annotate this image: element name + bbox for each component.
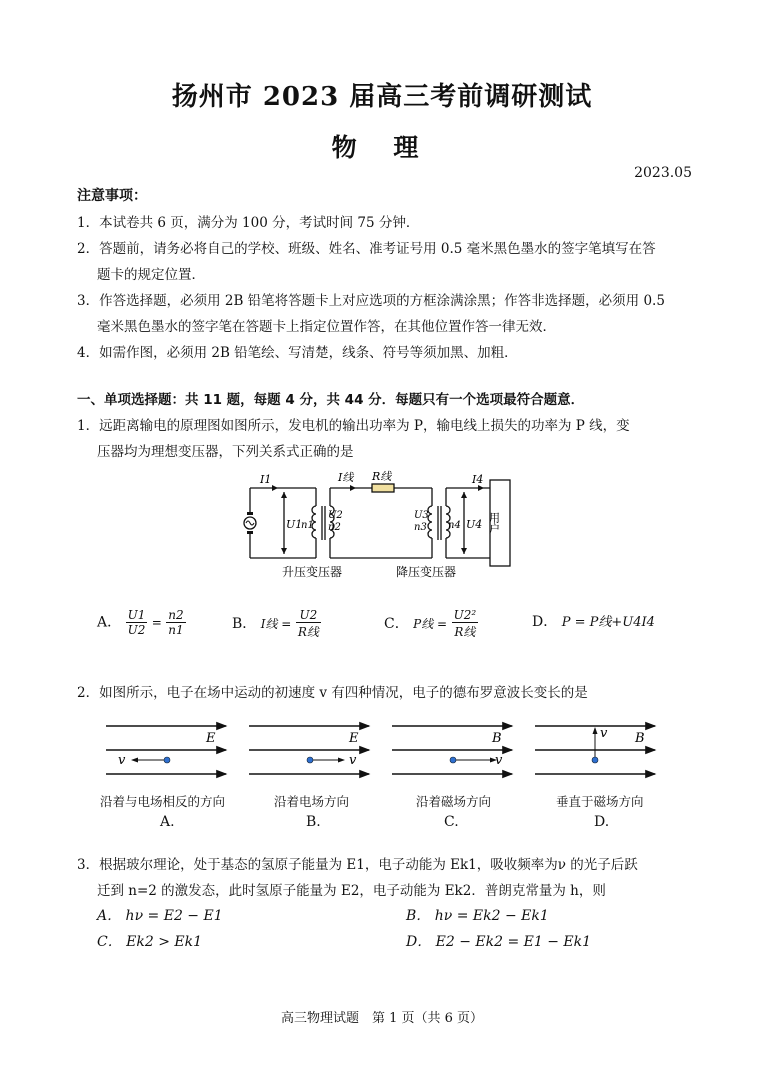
q2-caption-d: 垂直于磁场方向 — [556, 794, 644, 809]
label-I4: I4 — [472, 473, 484, 486]
q1-option-d[interactable] — [532, 611, 655, 631]
generator-icon — [244, 512, 256, 534]
notice-item-2-cont: 题卡的规定位置． — [97, 267, 205, 283]
q1-b-den: R线 — [297, 625, 319, 639]
label-user: 用户 — [487, 512, 501, 534]
label-Iline: I线 — [338, 471, 354, 484]
q2-option-c[interactable]: C. — [444, 814, 459, 830]
q3-option-d[interactable]: D． E2 − Ek2 = E1 − Ek1 — [406, 934, 592, 950]
q3-stem-line2: 迁到 n=2 的激发态，此时氢原子能量为 E2，电子动能为 Ek2．普朗克常量为 h，则 — [97, 883, 606, 899]
q1-circuit-diagram — [238, 468, 528, 586]
electron-d — [592, 757, 598, 763]
label-n4: n4 — [448, 520, 461, 531]
panel-d-v: v — [600, 726, 608, 741]
electron-c — [450, 757, 456, 763]
label-U2: U2 — [328, 510, 343, 521]
q2-field-diagrams — [100, 716, 680, 788]
q2-caption-b: 沿着电场方向 — [274, 794, 350, 809]
section-1-heading: 一、单项选择题：共 11 题，每题 4 分，共 44 分．每题只有一个选项最符合题意． — [77, 392, 585, 408]
q3-option-b[interactable]: B． hν = Ek2 − Ek1 — [406, 908, 549, 924]
label-n2: n2 — [328, 522, 341, 533]
q1-a-num-right: n2 — [168, 608, 184, 622]
q1-b-left: I线 = — [260, 617, 292, 631]
label-n1: n1 — [301, 520, 314, 531]
page-footer: 高三物理试题 第 1 页（共 6 页） — [280, 1011, 484, 1026]
panel-b-v: v — [349, 753, 357, 768]
q2-stem: 2．如图所示，电子在场中运动的初速度 v 有四种情况，电子的德布罗意波长变长的是 — [77, 685, 588, 701]
q2-caption-c: 沿着磁场方向 — [416, 794, 492, 809]
label-Rline: R线 — [372, 470, 392, 483]
panel-a-v: v — [118, 753, 126, 768]
panel-c-v: v — [495, 753, 503, 768]
notice-item-3-cont: 毫米黑色墨水的签字笔在答题卡上指定位置作答，在其他位置作答一律无效． — [97, 319, 556, 335]
q1-option-c[interactable] — [384, 608, 478, 640]
q2-option-b[interactable]: B. — [306, 814, 321, 830]
q1-option-b[interactable] — [232, 608, 321, 640]
label-n3: n3 — [414, 522, 427, 533]
panel-a-field: E — [206, 731, 216, 746]
electron-a — [164, 757, 170, 763]
label-step-down: 降压变压器 — [396, 565, 457, 579]
exam-title: 扬州市 2023 届高三考前调研测试 — [171, 82, 593, 112]
label-I1: I1 — [260, 473, 272, 486]
label-U4: U4 — [466, 518, 483, 531]
q1-stem-line1: 1．远距离输电的原理图如图所示，发电机的输出功率为 P，输电线上损失的功率为 P 线，变 — [77, 418, 630, 434]
q2-caption-a: 沿着与电场相反的方向 — [100, 794, 226, 809]
q2-option-a[interactable]: A. — [160, 814, 175, 830]
label-U3: U3 — [414, 510, 429, 521]
q1-a-den-right: n1 — [168, 623, 184, 637]
notice-item-1: 1．本试卷共 6 页，满分为 100 分，考试时间 75 分钟． — [77, 215, 420, 231]
q3-option-a[interactable]: A． hν = E2 − E1 — [97, 908, 223, 924]
q3-option-c[interactable]: C． Ek2 > Ek1 — [97, 934, 203, 950]
q1-option-d-label: D． — [532, 614, 558, 630]
q1-stem-line2: 压器均为理想变压器，下列关系式正确的是 — [97, 444, 354, 460]
q1-a-num-left: U1 — [127, 608, 146, 622]
exam-date: 2023.05 — [634, 165, 692, 181]
q1-a-den-left: U2 — [127, 623, 146, 637]
label-U1: U1 — [286, 518, 303, 531]
notice-heading: 注意事项： — [77, 188, 147, 204]
panel-d-field: B — [635, 731, 645, 746]
q1-option-a-label: A． — [97, 614, 122, 631]
notice-item-3: 3．作答选择题，必须用 2B 铅笔将答题卡上对应选项的方框涂满涂黑；作答非选择题，必须用 0.5 — [77, 293, 665, 309]
q1-d-text: P = P线+U4I4 — [561, 615, 655, 630]
panel-c-field: B — [492, 731, 502, 746]
q1-option-b-label: B． — [232, 616, 257, 632]
electron-b — [307, 757, 313, 763]
panel-b-field: E — [349, 731, 359, 746]
subject-title: 物 理 — [331, 133, 433, 162]
q1-option-c-label: C． — [384, 616, 409, 632]
q1-c-num: U2² — [453, 608, 477, 622]
notice-item-2: 2．答题前，请务必将自己的学校、班级、姓名、准考证号用 0.5 毫米黑色墨水的签字笔填写在答 — [77, 241, 656, 257]
notice-item-4: 4．如需作图，必须用 2B 铅笔绘、写清楚，线条、符号等须加黑、加粗． — [77, 345, 518, 361]
q3-stem-line1: 3．根据玻尔理论，处于基态的氢原子能量为 E1，电子动能为 Ek1，吸收频率为ν 的光子后跃 — [77, 857, 638, 873]
q1-b-num: U2 — [296, 608, 321, 623]
q2-option-d[interactable]: D. — [594, 814, 610, 830]
q1-option-a[interactable]: A． $\frac{U1}{U2}$ = $\frac{n2}{n1}$ — [97, 608, 184, 637]
label-step-up: 升压变压器 — [282, 565, 343, 579]
q1-c-left: P线 = — [413, 617, 448, 631]
q1-c-den: R线 — [454, 625, 476, 639]
